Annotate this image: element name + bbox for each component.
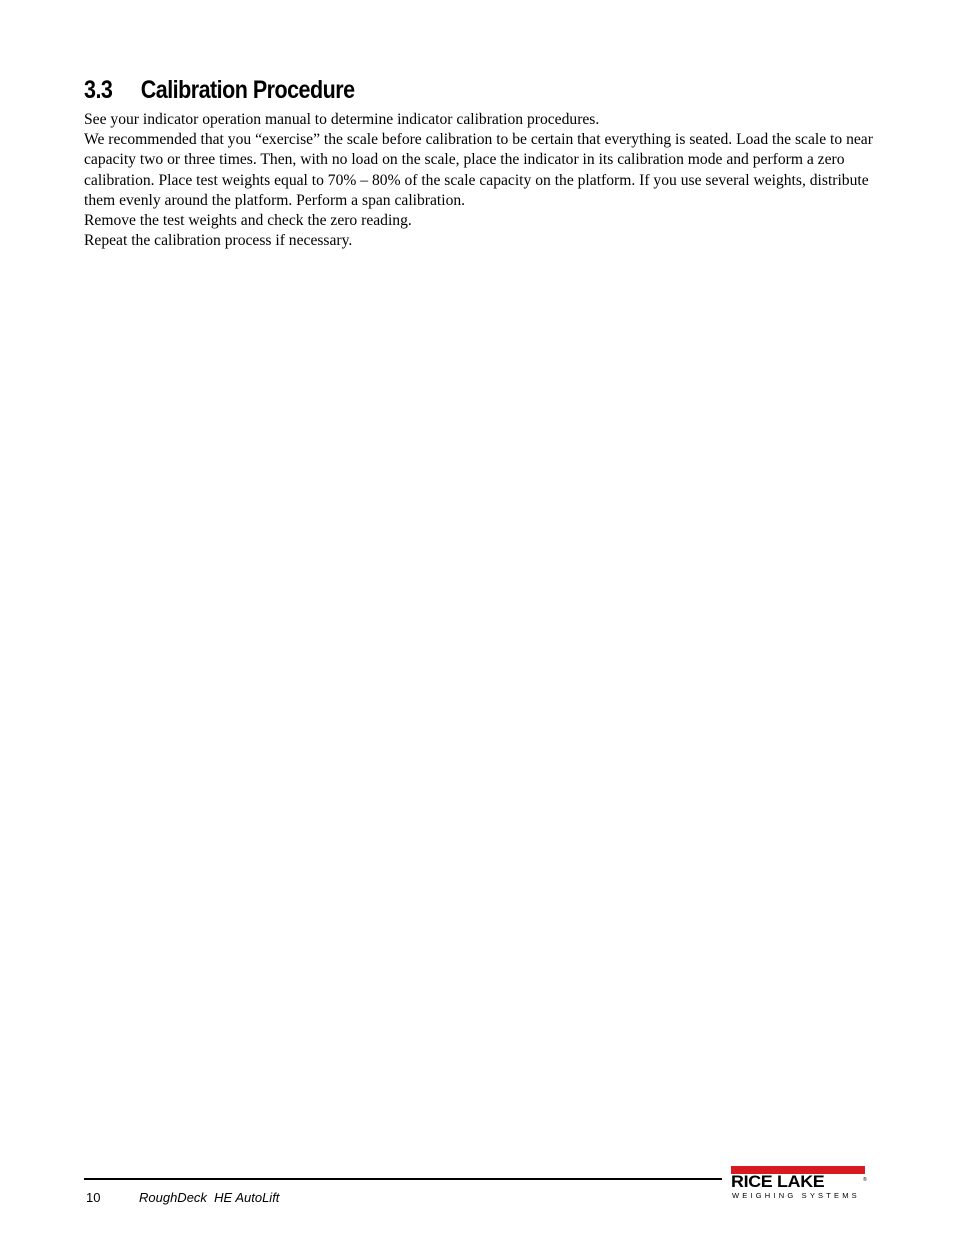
logo-wordmark: RICE LAKE xyxy=(731,1172,825,1191)
paragraph-intro: See your indicator operation manual to determine indicator calibration procedures. xyxy=(84,111,600,128)
document-title: RoughDeck HE AutoLift xyxy=(139,1190,280,1205)
logo-registered-mark: ® xyxy=(863,1177,867,1183)
paragraph-exercise: We recommended that you “exercise” the scale before calibration to be certain that everything is seated. Load the scale to near capacity two or three times. Then, with no load on the scale, place the indicator in its calibration mode and perform a zero calibration. Place test weights equal to 70% – 80% of the scale capacity on the platform. If you use several weights, distribute them evenly around the platform. Perform a span calibration. xyxy=(84,131,873,209)
section-heading xyxy=(84,74,355,106)
page-number: 10 xyxy=(86,1190,101,1205)
paragraph-remove-weights: Remove the test weights and check the zero reading. xyxy=(84,212,412,230)
section-title: Calibration Procedure xyxy=(140,76,355,104)
rice-lake-logo xyxy=(731,1166,869,1202)
body-text xyxy=(84,110,874,251)
section-number: 3.3 xyxy=(84,76,113,104)
logo-tagline: WEIGHING SYSTEMS xyxy=(732,1191,860,1200)
paragraph-repeat: Repeat the calibration process if necessary. xyxy=(84,232,353,250)
footer-rule xyxy=(84,1178,722,1180)
